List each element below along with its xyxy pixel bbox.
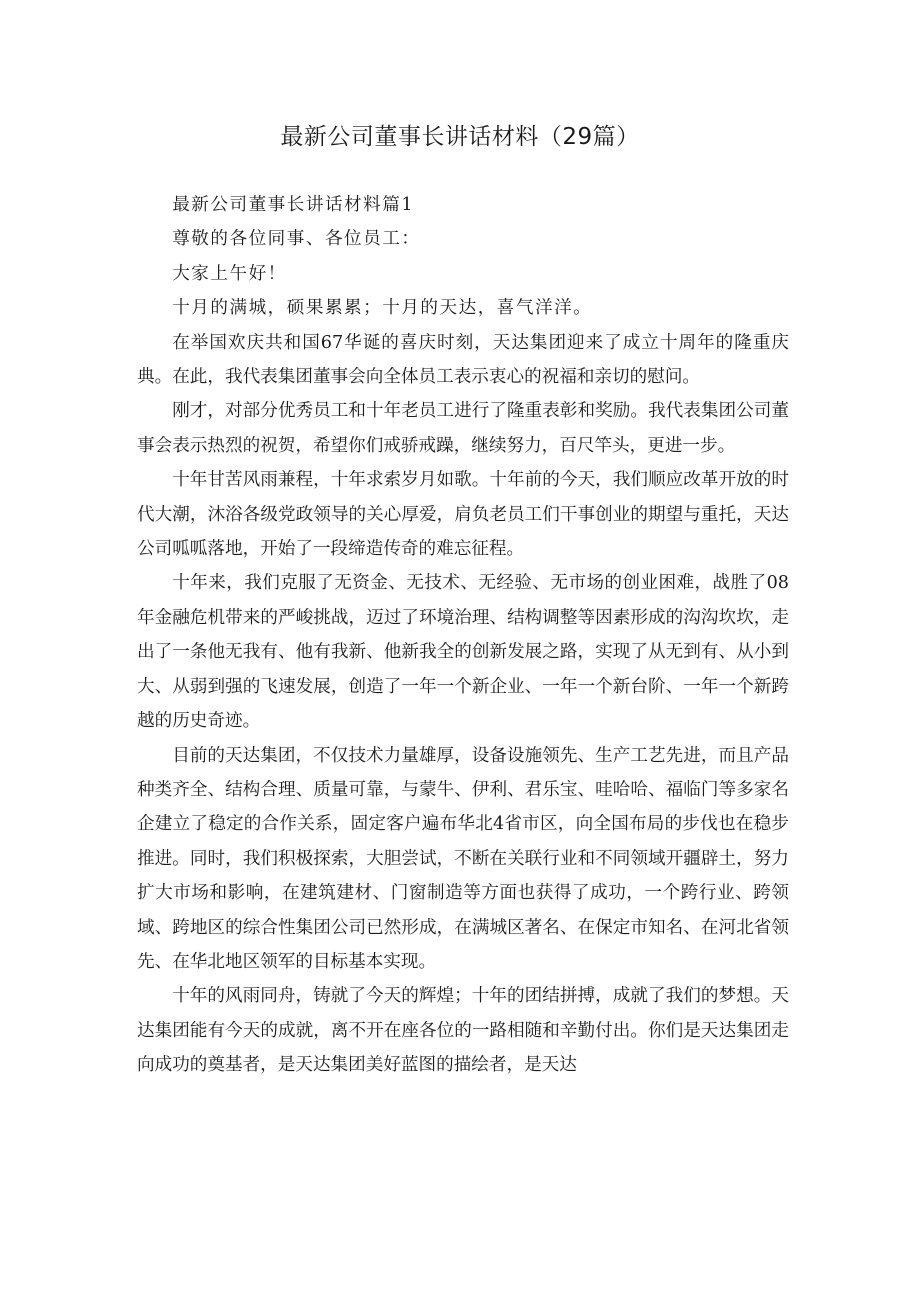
paragraph: 十年甘苦风雨兼程，十年求索岁月如歌。十年前的今天，我们顺应改革开放的时代大潮，沐浴各级党政领导的关心厚爱，肩负老员工们干事创业的期望与重托，天达公司呱呱落地，开始了一段缔造传奇的难忘征程。 xyxy=(137,470,789,560)
paragraph: 目前的天达集团，不仅技术力量雄厚，设备设施领先、生产工艺先进，而且产品种类齐全、结构合理、质量可靠，与蒙牛、伊利、君乐宝、哇哈哈、福临门等多家名企建立了稳定的合作关系，固定客户遍布华北4省市区，向全国布局的步伐也在稳步推进。同时，我们积极探索，大胆尝试，不断在关联行业和不同领域开疆辟土，努力扩大市场和影响，在建筑建材、门窗制造等方面也获得了成功，一个跨行业、跨领域、跨地区的综合性集团公司已然形成，在满城区著名、在保定市知名、在河北省领先、在华北地区领军的目标基本实现。 xyxy=(137,745,789,972)
document-title: 最新公司董事长讲话材料（29篇） xyxy=(280,124,640,150)
paragraph: 十年的风雨同舟，铸就了今天的辉煌；十年的团结拼搏，成就了我们的梦想。天达集团能有今天的成就，离不开在座各位的一路相随和辛勤付出。你们是天达集团走向成功的奠基者，是天达集团美好蓝图的描绘者，是天达 xyxy=(137,986,789,1076)
document-body xyxy=(137,188,789,1083)
paragraph: 十月的满城，硕果累累；十月的天达，喜气洋洋。 xyxy=(172,298,593,319)
paragraph: 在举国欢庆共和国67华诞的喜庆时刻，天达集团迎来了成立十周年的隆重庆典。在此，我代表集团董事会向全体员工表示衷心的祝福和亲切的慰问。 xyxy=(137,332,789,388)
section-heading: 最新公司董事长讲话材料篇1 xyxy=(172,195,415,215)
greeting: 大家上午好！ xyxy=(172,263,287,284)
paragraph: 刚才，对部分优秀员工和十年老员工进行了隆重表彰和奖励。我代表集团公司董事会表示热烈的祝贺，希望你们戒骄戒躁，继续努力，百尺竿头，更进一步。 xyxy=(137,401,789,456)
paragraph: 十年来，我们克服了无资金、无技术、无经验、无市场的创业困难，战胜了08年金融危机带来的严峻挑战，迈过了环境治理、结构调整等因素形成的沟沟坎坎，走出了一条他无我有、他有我新、他新我全的创新发展之路，实现了从无到有、从小到大、从弱到强的飞速发展，创造了一年一个新企业、一年一个新台阶、一年一个新跨越的历史奇迹。 xyxy=(137,573,789,732)
salutation: 尊敬的各位同事、各位员工： xyxy=(172,229,421,250)
